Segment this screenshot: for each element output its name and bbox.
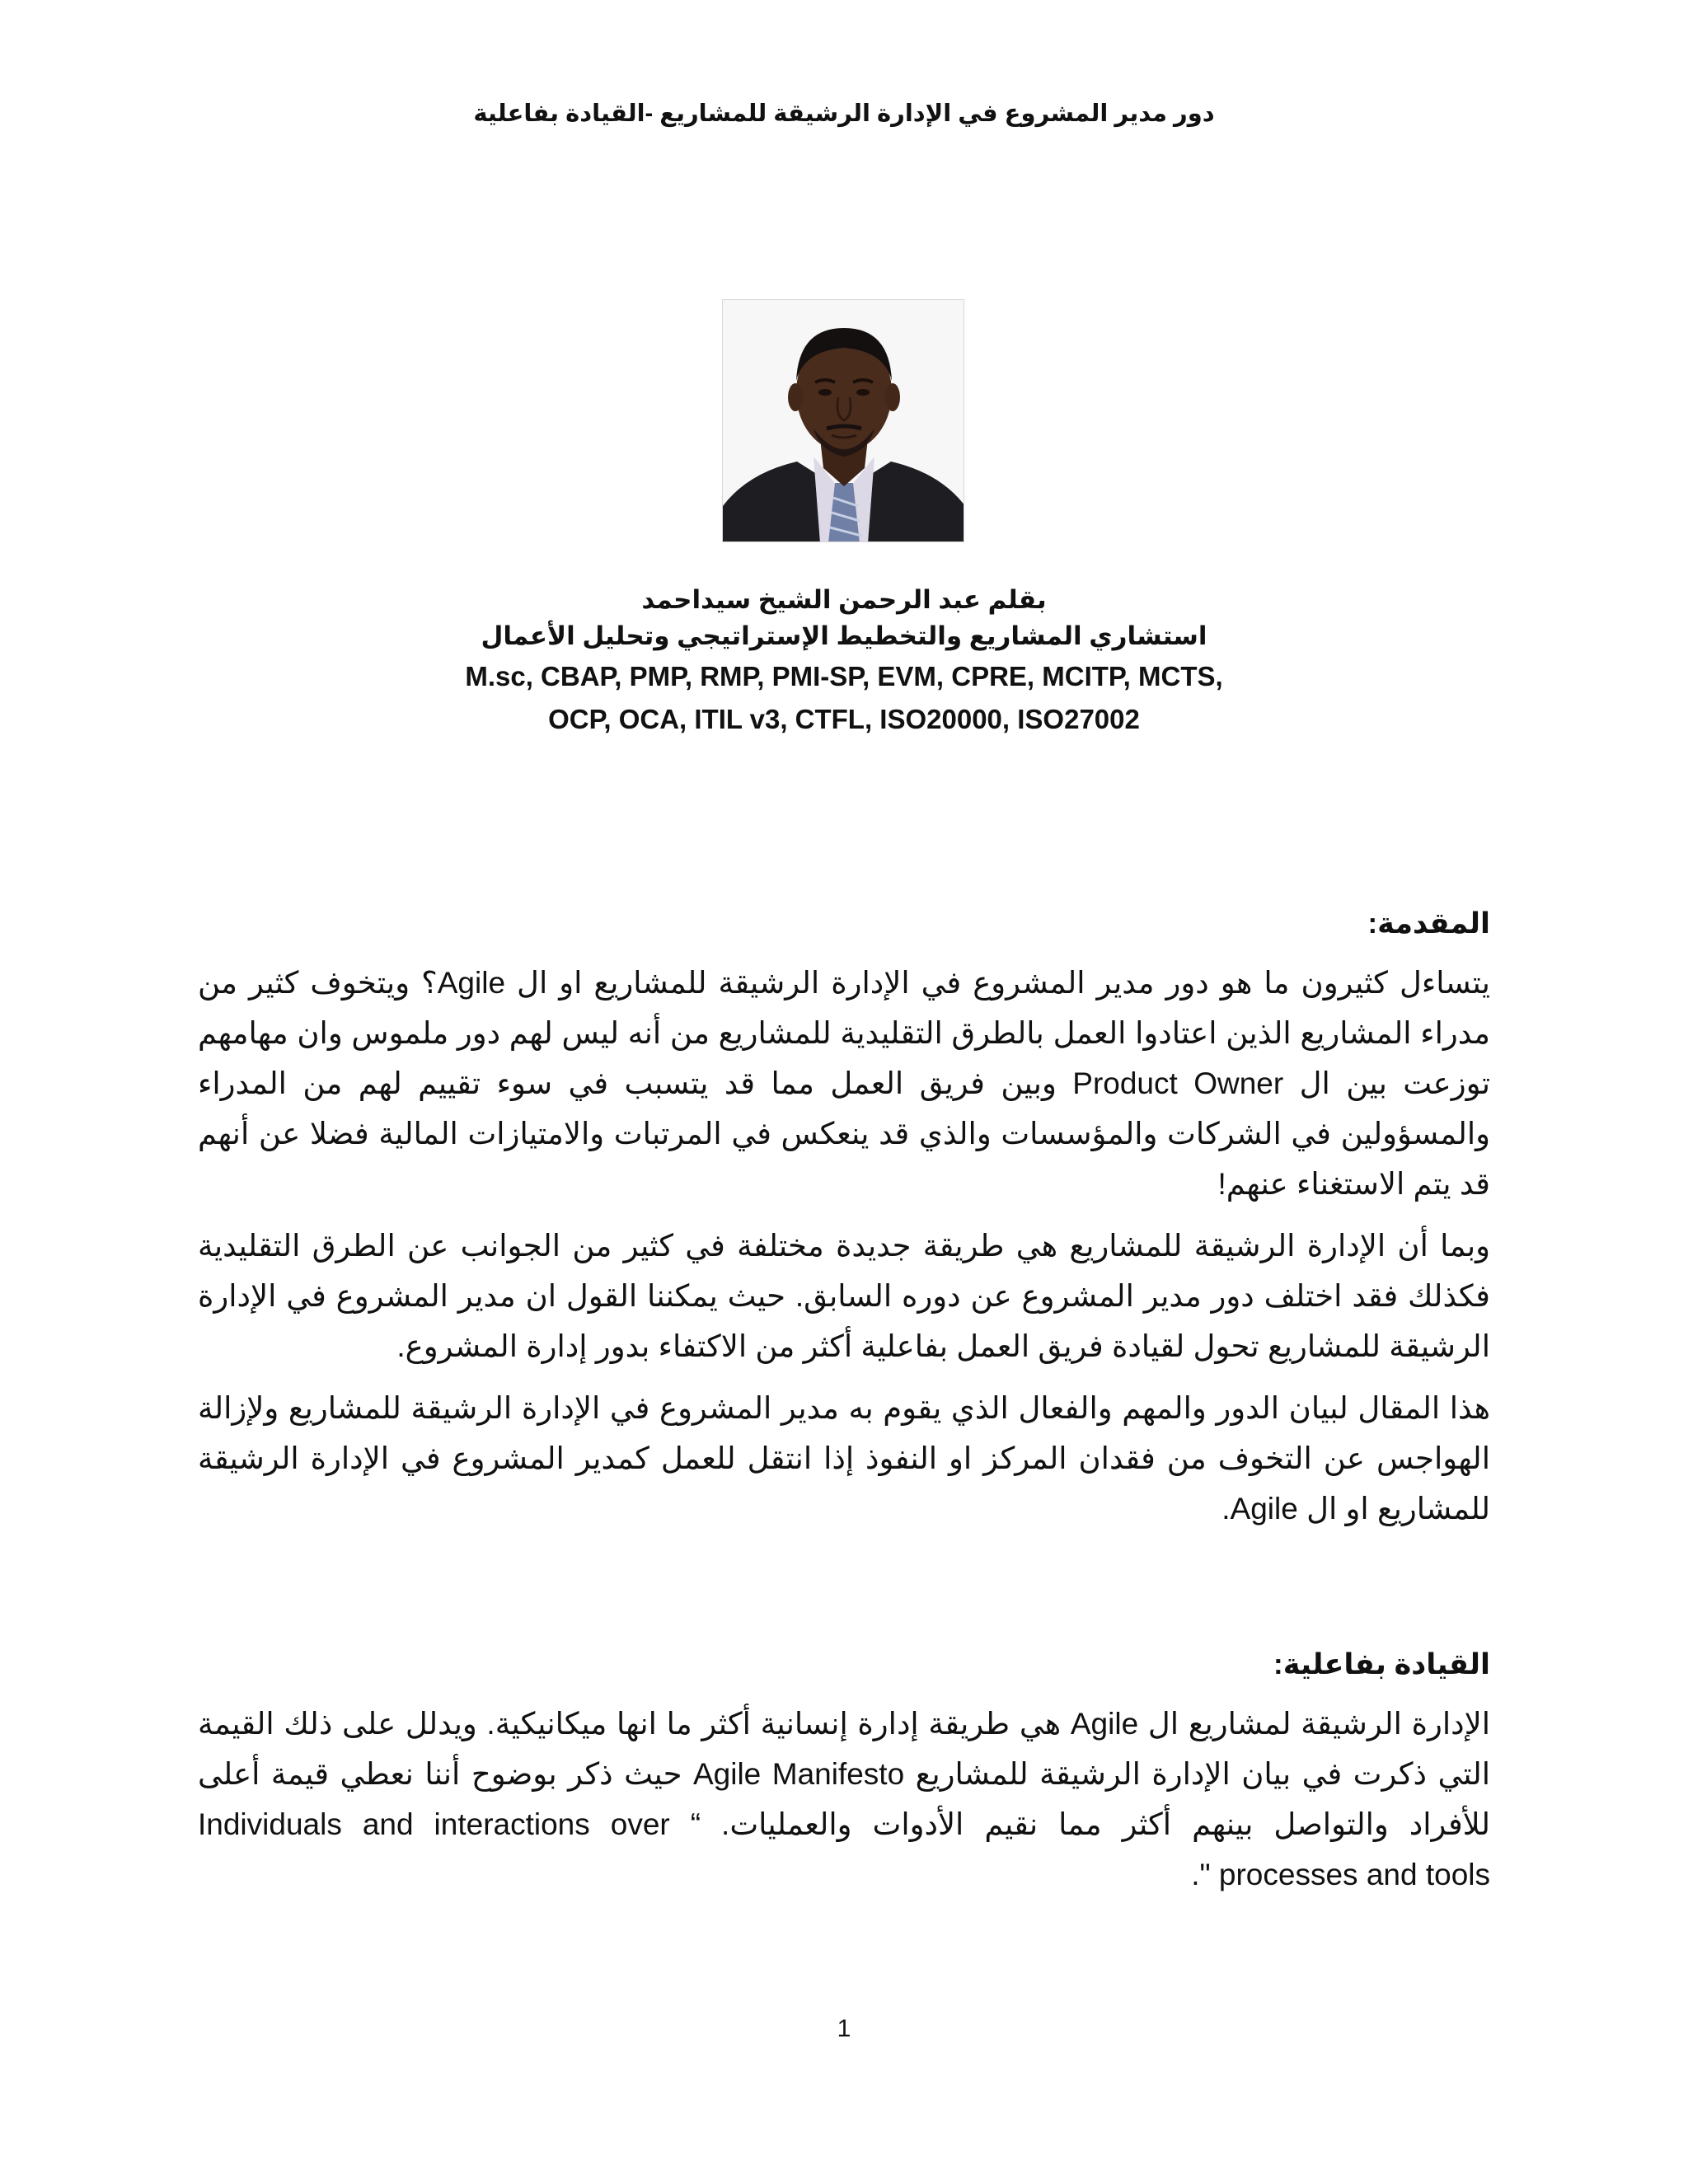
leadership-heading: القيادة بفاعلية: [1273,1648,1490,1680]
author-byline: بقلم عبد الرحمن الشيخ سيداحمد [641,585,1047,614]
intro-heading: المقدمة: [1367,907,1490,940]
intro-paragraph-1: يتساءل كثيرون ما هو دور مدير المشروع في الإدارة الرشيقة للمشاريع او ال Agile؟ ويتخوف كثير من مدراء المشاريع الذين اعتادوا العمل بالطرق التقليدية للمشاريع من أنه ليس لهم دور ملموس وان مهامهم توزعت بين ال Product Owner وبين فريق العمل مما قد يتسبب في سوء تقييم لهم من المدراء والمسؤولين في الشركات والمؤسسات والذي قد ينعكس في المرتبات والامتيازات المالية فضلا عن أنهم قد يتم الاستغناء عنهم! [198,966,1490,1201]
author-certifications-line-1: M.sc, CBAP, PMP, RMP, PMI-SP, EVM, CPRE, MCITP, MCTS, [465,661,1223,691]
intro-paragraph-2: وبما أن الإدارة الرشيقة للمشاريع هي طريقة جديدة مختلفة في كثير من الجوانب عن الطرق التقليدية فكذلك فقد اختلف دور مدير المشروع عن دوره السابق. حيث يمكننا القول ان مدير المشروع في الإدارة الرشيقة للمشاريع تحول لقيادة فريق العمل بفاعلية أكثر من الاكتفاء بدور إدارة المشروع. [198,1229,1490,1363]
intro-paragraph-3: هذا المقال لبيان الدور والمهم والفعال الذي يقوم به مدير المشروع في الإدارة الرشيقة للمشاريع ولإزالة الهواجس عن التخوف من فقدان المركز او النفوذ إذا انتقل للعمل كمدير المشروع في الإدارة الرشيقة للمشاريع او ال Agile. [198,1391,1490,1526]
page-number: 1 [837,2015,851,2042]
author-photo [722,299,964,542]
author-role: استشاري المشاريع والتخطيط الإستراتيجي وتحليل الأعمال [481,621,1207,650]
author-certifications-line-2: OCP, OCA, ITIL v3, CTFL, ISO20000, ISO27002 [548,704,1140,734]
leadership-paragraph: الإدارة الرشيقة لمشاريع ال Agile هي طريقة إدارة إنسانية أكثر ما انها ميكانيكية. ويدلل على ذلك القيمة التي ذكرت في بيان الإدارة الرشيقة للمشاريع Agile Manifesto حيث ذكر بوضوح أننا نعطي قيمة أعلى للأفراد والتواصل بينهم أكثر مما نقيم الأدوات والعمليات. “ Individuals and interactions over processes and tools ". [198,1707,1491,1891]
document-header-title: دور مدير المشروع في الإدارة الرشيقة للمشاريع -القيادة بفاعلية [473,101,1215,127]
author-info [0,582,1688,740]
leadership-section [198,1644,1490,1900]
intro-section [198,903,1490,1534]
